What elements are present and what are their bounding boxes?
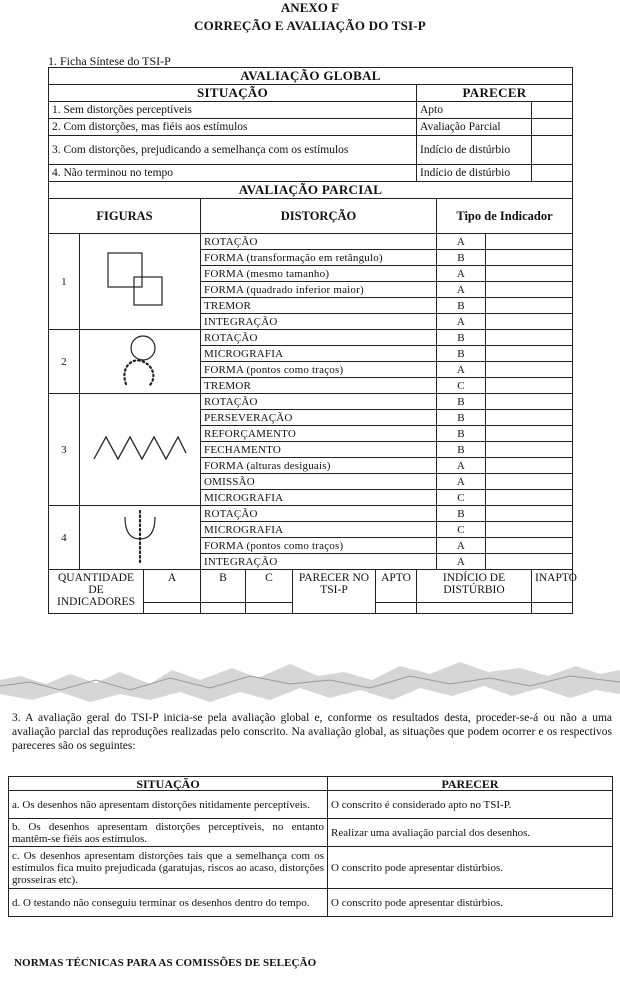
indicator-mark-cell[interactable] [486,282,573,298]
global-parecer: Indício de distúrbio [417,165,532,182]
distortion-label: INTEGRAÇÃO [201,554,437,570]
distortion-label: TREMOR [201,378,437,394]
figure-1-cell [80,234,201,330]
figure-4-cell [80,506,201,570]
distortion-label: MICROGRAFIA [201,346,437,362]
indicator-mark-cell[interactable] [486,474,573,490]
indicator-type: A [437,362,486,378]
indicator-mark-cell[interactable] [486,362,573,378]
distortion-label: ROTAÇÃO [201,330,437,346]
distortion-label: FORMA (pontos como traços) [201,538,437,554]
global-header: AVALIAÇÃO GLOBAL [49,68,573,85]
figure-number: 1 [49,234,80,330]
indicator-mark-cell[interactable] [486,522,573,538]
indicator-mark-cell[interactable] [486,490,573,506]
evaluation-paragraph: 3. A avaliação geral do TSI-P inicia-se pela avaliação global e, conforme os resultados desta, proceder-se-á ou não a uma avaliação parcial das reproduções realizadas pelo conscrito. Na avaliação global, as situações que podem ocorrer e os respectivos pareceres são os seguintes: [12,712,612,752]
parecer-text: O conscrito é considerado apto no TSI-P. [328,791,613,819]
indicator-mark-cell[interactable] [486,442,573,458]
page-title: CORREÇÃO E AVALIAÇÃO DO TSI-P [194,18,426,33]
situation-text: b. Os desenhos apresentam distorções perceptíveis, no entanto mantêm-se fiéis aos estímulos. [9,819,328,847]
quantity-a-cell[interactable] [144,603,201,614]
apto-label: APTO [376,570,417,603]
distortion-label: TREMOR [201,298,437,314]
situation-text: c. Os desenhos apresentam distorções tais que a semelhança com os estímulos fica muito prejudicada (garatujas, riscos ao acaso, distorções grosseiras etc). [9,847,328,889]
annex-label: ANEXO F [280,0,340,15]
col-tipo-indicador: Tipo de Indicador [437,199,573,234]
zigzag-line-icon [92,433,188,463]
indicio-label: INDÍCIO DE DISTÚRBIO [417,570,532,603]
global-parecer: Apto [417,102,532,119]
indicator-mark-cell[interactable] [486,538,573,554]
figure-number: 4 [49,506,80,570]
section-label: 1. Ficha Síntese do TSI-P [48,54,171,68]
global-situacao: 3. Com distorções, prejudicando a semelhança com os estímulos [49,136,417,165]
parecer-text: O conscrito pode apresentar distúrbios. [328,847,613,889]
distortion-label: MICROGRAFIA [201,490,437,506]
global-mark-cell[interactable] [532,165,573,182]
indicator-mark-cell[interactable] [486,394,573,410]
indicator-mark-cell[interactable] [486,314,573,330]
distortion-label: REFORÇAMENTO [201,426,437,442]
distortion-label: FECHAMENTO [201,442,437,458]
indicator-mark-cell[interactable] [486,298,573,314]
distortion-label: OMISSÃO [201,474,437,490]
col-distorcao: DISTORÇÃO [201,199,437,234]
situation-text: d. O testando não conseguiu terminar os desenhos dentro do tempo. [9,889,328,917]
global-situacao: 4. Não terminou no tempo [49,165,417,182]
inapto-cell[interactable] [532,603,573,614]
quantity-label: QUANTIDADE DE INDICADORES [49,570,144,614]
figure-2-cell [80,330,201,394]
distortion-label: FORMA (transformação em retângulo) [201,250,437,266]
dotted-trident-icon [115,507,165,565]
indicator-type: C [437,490,486,506]
indicio-cell[interactable] [417,603,532,614]
distortion-label: FORMA (alturas desiguais) [201,458,437,474]
distortion-label: INTEGRAÇÃO [201,314,437,330]
circle-and-dotted-arc-icon [110,332,170,388]
situations-table [8,776,613,917]
distortion-label: PERSEVERAÇÃO [201,410,437,426]
indicator-type: A [437,234,486,250]
col-situacao: SITUAÇÃO [9,777,328,791]
indicator-type: B [437,346,486,362]
indicator-type: B [437,426,486,442]
figure-number: 3 [49,394,80,506]
parecer-label: PARECER NO TSI-P [293,570,376,614]
indicator-mark-cell[interactable] [486,234,573,250]
col-figuras: FIGURAS [49,199,201,234]
indicator-mark-cell[interactable] [486,506,573,522]
indicator-type: A [437,538,486,554]
situation-text: a. Os desenhos não apresentam distorções nitidamente perceptíveis. [9,791,328,819]
col-parecer: PARECER [328,777,613,791]
tsip-summary-table [48,67,577,614]
global-parecer: Avaliação Parcial [417,119,532,136]
indicator-type: B [437,410,486,426]
indicator-type: B [437,394,486,410]
indicator-mark-cell[interactable] [486,554,573,570]
global-situacao: 2. Com distorções, mas fiéis aos estímulos [49,119,417,136]
global-parecer: Indício de distúrbio [417,136,532,165]
indicator-mark-cell[interactable] [486,330,573,346]
parecer-text: Realizar uma avaliação parcial dos desenhos. [328,819,613,847]
quantity-c-label: C [246,570,293,603]
indicator-type: C [437,378,486,394]
indicator-type: B [437,442,486,458]
global-col-situacao: SITUAÇÃO [49,85,417,102]
indicator-type: A [437,554,486,570]
indicator-type: B [437,506,486,522]
parecer-text: O conscrito pode apresentar distúrbios. [328,889,613,917]
indicator-mark-cell[interactable] [486,458,573,474]
indicator-mark-cell[interactable] [486,266,573,282]
indicator-mark-cell[interactable] [486,378,573,394]
quantity-b-label: B [201,570,246,603]
global-mark-cell[interactable] [532,136,573,165]
distortion-label: ROTAÇÃO [201,394,437,410]
indicator-type: B [437,250,486,266]
indicator-mark-cell[interactable] [486,410,573,426]
indicator-type: A [437,474,486,490]
global-mark-cell[interactable] [532,119,573,136]
indicator-type: C [437,522,486,538]
distortion-label: ROTAÇÃO [201,506,437,522]
global-mark-cell[interactable] [532,102,573,119]
figure-number: 2 [49,330,80,394]
inapto-label: INAPTO [532,570,573,603]
figure-3-cell [80,394,201,506]
global-col-parecer: PARECER [417,85,573,102]
quantity-b-cell[interactable] [201,603,246,614]
indicator-type: A [437,458,486,474]
torn-paper-edge [0,650,620,716]
quantity-c-cell[interactable] [246,603,293,614]
indicator-mark-cell[interactable] [486,250,573,266]
indicator-type: A [437,282,486,298]
indicator-mark-cell[interactable] [486,346,573,362]
distortion-label: FORMA (quadrado inferior maior) [201,282,437,298]
distortion-label: FORMA (mesmo tamanho) [201,266,437,282]
indicator-type: A [437,266,486,282]
page-footer: NORMAS TÉCNICAS PARA AS COMISSÕES DE SELEÇÃO [14,957,317,969]
distortion-label: MICROGRAFIA [201,522,437,538]
quantity-a-label: A [144,570,201,603]
global-situacao: 1. Sem distorções perceptíveis [49,102,417,119]
parcial-header: AVALIAÇÃO PARCIAL [49,182,573,199]
indicator-type: A [437,314,486,330]
distortion-label: ROTAÇÃO [201,234,437,250]
apto-cell[interactable] [376,603,417,614]
indicator-mark-cell[interactable] [486,426,573,442]
indicator-type: B [437,330,486,346]
overlapping-squares-icon [100,245,180,315]
distortion-label: FORMA (pontos como traços) [201,362,437,378]
indicator-type: B [437,298,486,314]
